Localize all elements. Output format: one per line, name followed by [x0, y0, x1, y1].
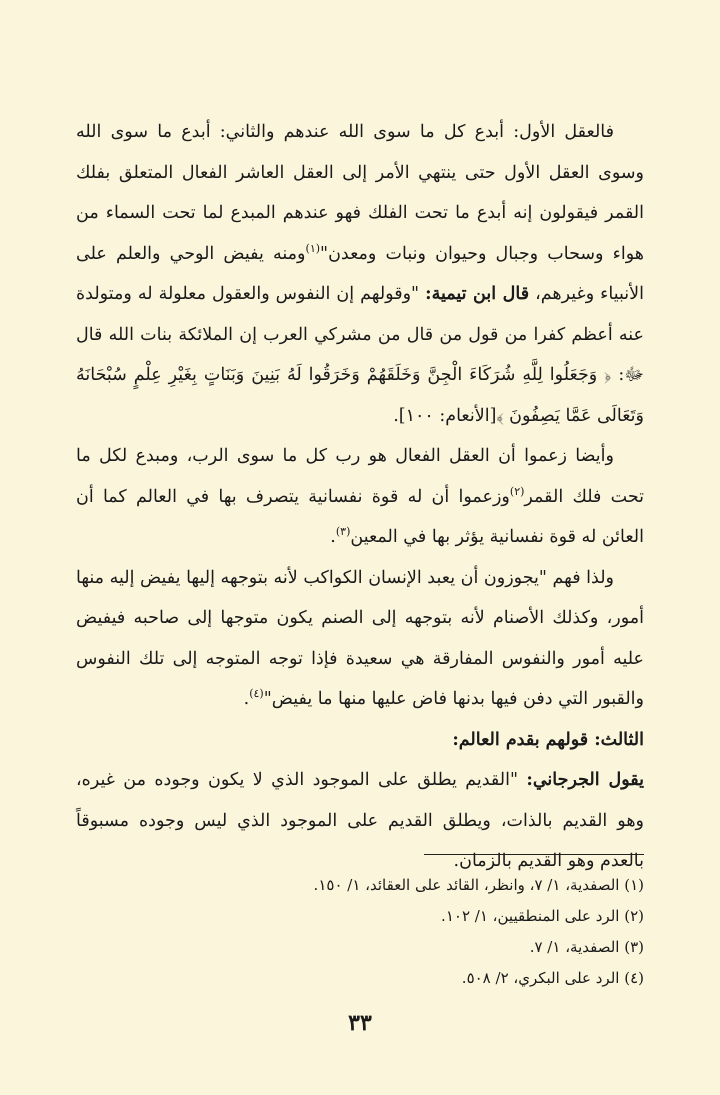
footnote-ref-2: (٢) [509, 484, 525, 498]
footnote-1: (١) الصفدية، ١/ ٧، وانظر، القائد على العقائد، ١/ ١٥٠. [313, 876, 644, 894]
footnote-ref-4: (٤) [249, 687, 264, 701]
footnote-divider [424, 854, 644, 855]
paragraph-5 [76, 760, 644, 882]
paragraph-1 [76, 112, 644, 436]
paragraph-1-text-b: ومنه يفيض الوحي والعلم على الأنبياء وغيرهم، [76, 243, 644, 304]
page-number: ٣٣ [348, 1010, 372, 1036]
paragraph-2-text-a: وأيضا زعموا أن العقل الفعال هو رب كل ما سوى الرب، ومبدع لكل ما تحت فلك القمر [76, 446, 644, 507]
footnote-ref-3: (٣) [335, 525, 351, 539]
ibn-taymiyyah-label: قال ابن تيمية: [425, 284, 530, 304]
footnote-3: (٣) الصفدية، ١/ ٧. [529, 938, 644, 956]
main-text [76, 112, 644, 882]
footnotes [76, 870, 644, 994]
paragraph-3-text-b: . [243, 689, 250, 709]
paragraph-2-text-c: . [330, 527, 336, 547]
footnote-2: (٢) الرد على المنطقيين، ١/ ١٠٢. [441, 907, 644, 925]
paragraph-3 [76, 558, 644, 720]
footnote-ref-1: (١) [305, 241, 321, 255]
paragraph-1-text-c: "وقولهم إن النفوس والعقول معلولة له ومتولدة عنه أعظم كفرا من قول من قال من مشركي العرب إن الملائكة بنات الله قال ﷻ: ﴿ وَجَعَلُوا لِلَّهِ شُرَكَاءَ الْجِنَّ وَخَلَقَهُمْ وَخَرَقُوا لَهُ بَنِينَ وَبَنَاتٍ بِغَيْرِ عِلْمٍ سُبْحَانَهُ وَتَعَالَى عَمَّا يَصِفُونَ ﴾[الأنعام: ١٠٠]. [76, 284, 644, 426]
paragraph-2 [76, 436, 644, 558]
paragraph-3-text-a: ولذا فهم "يجوزون أن يعبد الإنسان الكواكب لأنه بتوجهه إليها يفيض إليه منها أمور، وكذلك الأصنام لأنه بتوجهه إلى الصنم يكون متوجها إلى صاحبه فيفيض عليه أمور والنفوس المفارقة هي سعيدة فإذا توجه المتوجه إلى تلك النفوس والقبور التي دفن فيها بدنها فاض عليها منها ما يفيض" [76, 567, 644, 709]
jurjani-label: يقول الجرجاني: [526, 770, 644, 790]
paragraph-5-text-a: "القديم يطلق على الموجود الذي لا يكون وجوده من غيره، وهو القديم بالذات، ويطلق القديم على الموجود الذي ليس وجوده مسبوقاً بالعدم وهو القديم بالزمان. [76, 770, 644, 871]
paragraph-2-text-b: وزعموا أن له قوة نفسانية يتصرف بها في العالم كما أن العائن له قوة نفسانية يؤثر بها في المعين [76, 486, 644, 547]
paragraph-1-text-a: فالعقل الأول: أبدع كل ما سوى الله عندهم والثاني: أبدع ما سوى الله وسوى العقل الأول حتى ينتهي الأمر إلى العقل العاشر الفعال المتعلق بفلك القمر فيقولون إنه أبدع ما تحت الفلك فهو عندهم المبدع لما تحت السماء من هواء وسحاب وجبال وحيوان ونبات ومعدن" [76, 122, 645, 264]
section-heading: الثالث: قولهم بقدم العالم: [452, 729, 644, 750]
footnote-4: (٤) الرد على البكري، ٢/ ٥٠٨. [461, 969, 644, 987]
